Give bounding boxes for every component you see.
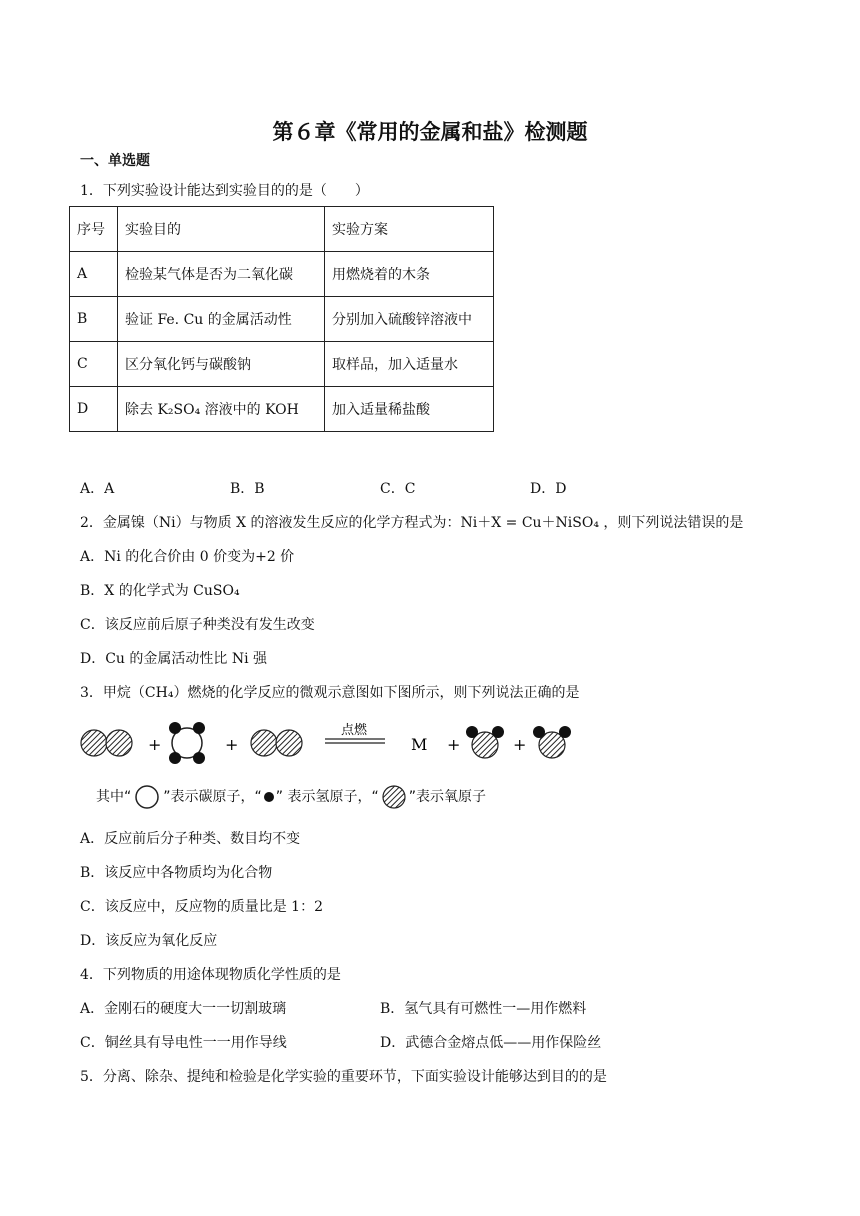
q2-option-b[interactable]: B．X 的化学式为 CuSO₄ xyxy=(80,583,240,599)
option-a[interactable]: A．A xyxy=(80,481,115,497)
q4-option-c[interactable]: C．铜丝具有导电性一一用作导线 xyxy=(80,1035,287,1051)
carbon-atom-icon xyxy=(131,784,163,810)
reaction-diagram xyxy=(75,712,595,774)
q3-option-c[interactable]: C．该反应中，反应物的质量比是 1：2 xyxy=(80,899,323,915)
legend-prefix: 其中“ xyxy=(96,789,132,805)
product-m-label: M xyxy=(411,735,428,754)
header-cell: 实验方案 xyxy=(325,207,494,252)
table-row xyxy=(70,387,494,432)
section-heading: 一、单选题 xyxy=(80,153,150,169)
plus-sign: + xyxy=(513,735,527,754)
q1-stem: 1．下列实验设计能达到实验目的的是（ ） xyxy=(80,183,369,199)
table-cell: C xyxy=(70,342,118,387)
oxygen-atom-icon xyxy=(379,784,409,810)
methane-molecule-icon xyxy=(169,722,205,764)
water-molecule-icon xyxy=(533,726,571,758)
diagram-legend xyxy=(96,784,486,810)
table-cell: 除去 K₂SO₄ 溶液中的 KOH xyxy=(118,387,325,432)
table-cell: 用燃烧着的木条 xyxy=(325,252,494,297)
q4-option-a[interactable]: A．金刚石的硬度大一一切割玻璃 xyxy=(80,1001,287,1017)
legend-carbon: ”表示碳原子，“ xyxy=(163,789,262,805)
plus-sign: + xyxy=(225,735,239,754)
table-cell: B xyxy=(70,297,118,342)
water-molecule-icon xyxy=(466,726,504,758)
plus-sign: + xyxy=(447,735,461,754)
oxygen-molecule-icon xyxy=(251,730,302,756)
table-cell: D xyxy=(70,387,118,432)
option-c[interactable]: C．C xyxy=(380,481,416,497)
hydrogen-atom-icon xyxy=(262,790,276,804)
page-title: 第６章《常用的金属和盐》检测题 xyxy=(272,120,588,144)
table-cell: 加入适量稀盐酸 xyxy=(325,387,494,432)
option-d[interactable]: D．D xyxy=(530,481,567,497)
option-b[interactable]: B．B xyxy=(230,481,265,497)
table-header-row xyxy=(70,207,494,252)
q2-stem: 2．金属镍（Ni）与物质 X 的溶液发生反应的化学方程式为：Ni＋X = Cu＋NiSO₄ ，则下列说法错误的是 xyxy=(80,515,744,531)
q2-option-a[interactable]: A．Ni 的化合价由 0 价变为+2 价 xyxy=(80,549,295,565)
q2-option-c[interactable]: C．该反应前后原子种类没有发生改变 xyxy=(80,617,315,633)
q4-stem: 4．下列物质的用途体现物质化学性质的是 xyxy=(80,967,341,983)
q3-option-b[interactable]: B．该反应中各物质均为化合物 xyxy=(80,865,273,881)
header-cell: 序号 xyxy=(70,207,118,252)
q3-stem: 3．甲烷（CH₄）燃烧的化学反应的微观示意图如下图所示，则下列说法正确的是 xyxy=(80,685,580,701)
q2-option-d[interactable]: D．Cu 的金属活动性比 Ni 强 xyxy=(80,651,268,667)
table-cell: A xyxy=(70,252,118,297)
table-cell: 区分氧化钙与碳酸钠 xyxy=(118,342,325,387)
q3-option-d[interactable]: D．该反应为氧化反应 xyxy=(80,933,218,949)
table-row xyxy=(70,252,494,297)
table-cell: 取样品，加入适量水 xyxy=(325,342,494,387)
q1-table xyxy=(69,206,494,432)
oxygen-molecule-icon xyxy=(81,730,132,756)
table-cell: 分别加入硫酸锌溶液中 xyxy=(325,297,494,342)
header-cell: 实验目的 xyxy=(118,207,325,252)
legend-hydrogen: ” 表示氢原子，“ xyxy=(275,789,379,805)
q4-option-b[interactable]: B．氢气具有可燃性一—用作燃料 xyxy=(380,1001,587,1017)
legend-oxygen: ”表示氧原子 xyxy=(408,789,487,805)
table-row xyxy=(70,297,494,342)
reaction-condition: 点燃 xyxy=(341,723,368,738)
table-cell: 验证 Fe. Cu 的金属活动性 xyxy=(118,297,325,342)
q3-option-a[interactable]: A．反应前后分子种类、数目均不变 xyxy=(80,831,301,847)
q5-stem: 5．分离、除杂、提纯和检验是化学实验的重要环节，下面实验设计能够达到目的的是 xyxy=(80,1069,607,1085)
table-cell: 检验某气体是否为二氧化碳 xyxy=(118,252,325,297)
plus-sign: + xyxy=(148,735,162,754)
table-row xyxy=(70,342,494,387)
q4-option-d[interactable]: D．武德合金熔点低——用作保险丝 xyxy=(380,1035,602,1051)
